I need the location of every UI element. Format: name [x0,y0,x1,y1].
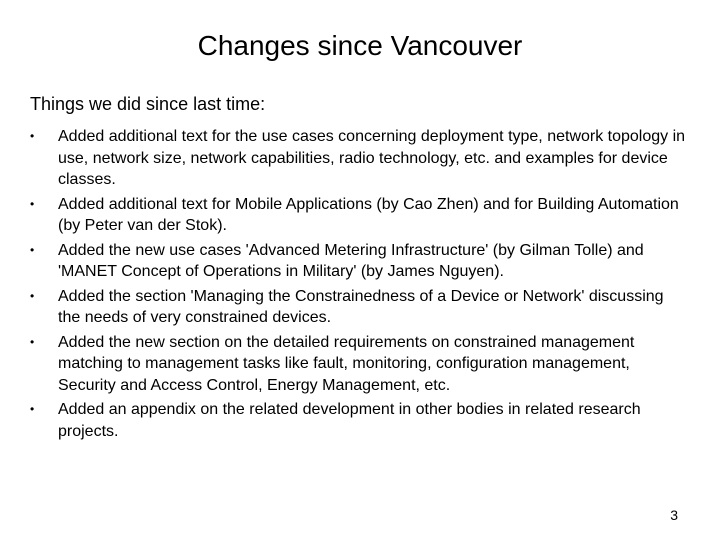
bullet-text: Added an appendix on the related development in other bodies in related research projects. [58,401,641,440]
bullet-icon: • [30,402,35,416]
bullet-item [30,194,690,237]
bullet-icon: • [30,288,35,303]
bullet-text: Added the section 'Managing the Constrainedness of a Device or Network' discussing the needs of very constrained devices. [58,287,664,326]
bullet-icon: • [30,242,35,257]
bullet-text: Added the new section on the detailed requirements on constrained management matching to management tasks like fault, monitoring, configuration management, Security and Access Control, Energy Management, etc. [58,333,635,394]
bullet-item [30,240,690,283]
bullet-text: Added additional text for Mobile Applications (by Cao Zhen) and for Building Automation (by Peter van der Stok). [58,195,679,234]
bullet-icon: • [30,334,35,349]
bullet-item [30,399,690,442]
bullet-item [30,126,690,191]
intro-text: Things we did since last time: [30,94,266,114]
bullet-item [30,286,690,329]
bullet-list [30,126,690,445]
bullet-icon: • [30,196,35,211]
bullet-item [30,332,690,397]
page-number: 3 [670,507,678,523]
bullet-text: Added the new use cases 'Advanced Metering Infrastructure' (by Gilman Tolle) and 'MANET Concept of Operations in Military' (by James Nguyen). [58,241,644,280]
bullet-text: Added additional text for the use cases concerning deployment type, network topology in use, network size, network capabilities, radio technology, etc. and examples for device classes. [58,128,686,188]
bullet-icon: • [30,129,35,143]
slide-title: Changes since Vancouver [197,30,523,61]
